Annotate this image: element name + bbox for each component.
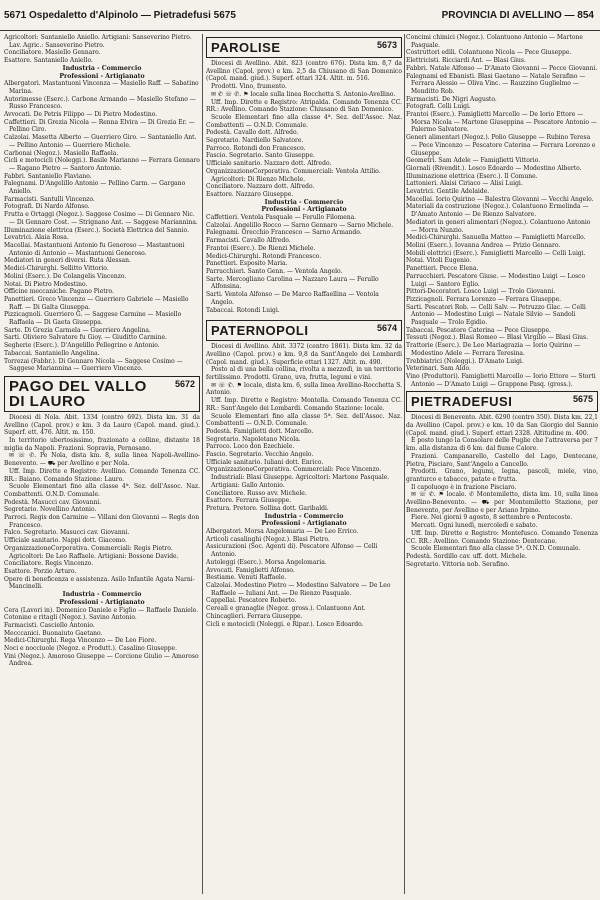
directory-entry: Calzolai. Modestino Pietro — Modestino Salvatore — De Leo Raffaele — Iuliani Ant. — De Rienzo Pasquale. <box>206 582 391 597</box>
directory-entry: Cera (Lavori in). Domenico Daniele e Figlio — Raffaele Daniele. <box>4 606 199 614</box>
place-description: Diocesi di Avellino. Abit. 823 (centro 676). Dista km. 8,7 da Avellino (Capol. prov.) e km. 2,5 da Chiusano di San Domenico (Capol. mand. giud.). Superf. ettari 324. Altit. m. 516. <box>206 60 402 83</box>
directory-entry: Sarti. Pescatori Rob. — Celli Salv. — Petruzzo Glac. — Celli Antonio — Modestino Luigi — Natale Silvio — Sandoli Pasquale — Trolo Egidio. <box>406 303 586 327</box>
directory-entry: Tabaccai. Rotondi Luigi. <box>206 306 280 314</box>
directory-entry: Falegnami. D'Angelillo Antonio — Pellino Carm. — Gargano Aniello. <box>4 180 186 196</box>
place-description: Mercati. Ogni lunedì, mercoledì e sabato. <box>411 522 538 530</box>
directory-entry: Costruttori edili. Colantuono Nicola — Pece Giuseppe. <box>406 49 572 57</box>
directory-entry: OrganizzazioneCorporativa. Commerciali: Ventola Attilio. Agricoltori: Di Rienzo Michele. <box>206 167 381 183</box>
directory-entry: Torrezai (Fabbr.). Di Gennaro Nicola — Saggese Cosimo — Saggese Mariannina — Guerriero Vincenzo. <box>4 357 183 373</box>
directory-entry: Segherie (Eserc.). D'Angelillo Pellegrino e Antonio. <box>4 342 160 350</box>
directory-entry: Medici-Chirurghi. Rotondi Francesco. <box>206 252 322 260</box>
place-description: Prodotti. Grano, legumi, legna, pascoli, miele, vino, granturco e tabacco, patate e frutta. <box>406 468 598 483</box>
directory-entry: Mediatori in generi alimentari (Negoz.). Colantuono Antonio — Morra Nunzio. <box>406 218 591 234</box>
directory-entry: Bestiame. Venuti Raffaele. <box>206 574 287 582</box>
directory-entry: Mecccanici. Buonaiuto Gaetano. <box>4 629 103 637</box>
place-number: 5672 <box>174 378 195 389</box>
directory-entry: Medici-Chirurghi. Sellitto Vittorio. <box>4 265 109 273</box>
directory-entry: Falco. Segretario. Masucci cav. Giovanni. <box>4 529 130 537</box>
directory-entry: Trebbiatrici (Noleggi.). D'Amato Luigi. <box>406 357 524 365</box>
directory-entry: Panettieri. Pecce Elena. <box>406 265 479 273</box>
place-description: Scuole Elementari fino alla classe 4ª. Sez. dell'Assoc. Naz. Combattenti. O.N.D. Comunale. <box>4 483 200 498</box>
place-description: Fiere. Nei giorni 9 agosto, 8 settembre e Pentecoste. <box>411 514 573 522</box>
section-heading: Industria - Commercio <box>264 198 344 206</box>
directory-entry: Podestà. Masucci cav. Giovanni. <box>4 498 102 506</box>
directory-entry: Pizzicagnoli. Guerriero G. — Saggese Carmine — Masiello Raffaela — Di Gaeta Giuseppa. <box>4 311 182 327</box>
directory-entry: Esattore. Santaniello Aniello. <box>4 57 93 65</box>
place-description: Diocesi di Avellino. Abit. 3372 (centro 1861). Dista km. 32 da Avellino (Capol. prov.) e km. 9,8 da Sant'Angelo dei Lombardi (Capol. mand. giud.). Superficie ettari 1327. Altit. m. 490. <box>206 343 402 366</box>
directory-entry: Segretario. Nardiello Salvatore. <box>206 137 304 145</box>
directory-entry: Fotografi. Di Nardo Alfonso. <box>4 203 90 211</box>
directory-entry: Calzolai. Angelillo Rocco — Sarno Gennaro — Sarno Michele. <box>206 221 394 229</box>
directory-entry: Officine meccaniche. Pagano Pietro. <box>4 288 114 296</box>
directory-entry: Noci e nocciuole (Negoz. e Produtt.). Casalino Giuseppe. <box>4 645 178 653</box>
place-description: Uff. Imp. Dirette e Registro: Atripalda. Comando Tenenza CC. RR.: Avellino. Comando Stazione: Chiusano di San Domenico. <box>206 98 402 114</box>
directory-entry: Geometri. Sam Adele — Famiglietti Vittorio. <box>406 157 541 165</box>
directory-entry: Tessuti (Negoz.). Blasi Romeo — Blasi Virgilio — Blasi Gius. <box>406 334 588 342</box>
directory-entry: Parrucchieri. Santo Genn. — Ventola Angelo. <box>206 267 343 275</box>
directory-entry: Albergatori. Mastantuoni Vincenza — Masiello Raff. — Sabatino Marina. <box>4 80 199 95</box>
directory-entry: Mediatori in generi diversi. Ruta Alessan. <box>4 257 131 265</box>
section-heading: Industria - Commercio <box>62 591 142 599</box>
directory-entry: Levatrici. Gentile Adelaide. <box>406 188 490 196</box>
place-description: Il capoluogo è in frazione Pisciaro. <box>411 483 517 491</box>
directory-entry: Conciliatore. Masiello Gennaro. <box>4 49 101 57</box>
directory-entry: Caffettieri. Ventola Pasquale — Ferullo Filomena. <box>206 214 357 222</box>
section-heading: Industria - Commercio <box>62 64 142 72</box>
directory-entry: Pizzicagnoli. Ferrara Lorenzo — Ferrara Giuseppe. <box>406 295 562 303</box>
directory-entry: Conciliatore. Russo avv. Michele. <box>206 489 307 497</box>
directory-entry: Sarte. Di Grezia Carmela — Guerriero Angelina. <box>4 326 151 334</box>
directory-entry: Segretario. Napoletano Nicola. <box>206 435 301 443</box>
place-number: 5673 <box>376 40 397 50</box>
directory-entry: Cicli e motocicli (Noleggi. e Ripar.). Losco Edoardo. <box>206 620 364 628</box>
place-number: 5674 <box>376 323 397 334</box>
directory-entry: Calzolai. Masetta Alberto — Guerriero Giro. — Santaniello Ant. — Pellino Antonio — Guerriero Michele. <box>4 134 197 149</box>
directory-entry: Falegnami. Orecchio Francesco — Sarno Armando. <box>206 229 362 237</box>
place-description: Prodotti. Vino, frumento. <box>211 83 287 91</box>
directory-entry: Avvocati. Famiglietti Alfonso. <box>206 566 295 574</box>
directory-entry: Sarte. Mercogliano Carolina — Nazzaro Laura — Ferullo Alfonsina. <box>206 275 379 291</box>
column-divider <box>404 34 405 894</box>
directory-entry: Levatrici. Alaia Rosa. <box>4 234 69 242</box>
directory-entry: Esattore. Porzio Arturo. <box>4 568 77 575</box>
directory-entry: Ufficiale sanitario. Iuliani dott. Enrico. <box>206 458 324 466</box>
place-name: DI LAURO <box>9 392 86 410</box>
directory-entry: Podestà. Famiglietti dott. Marcello. <box>206 427 314 435</box>
directory-entry: Panettieri. Esposito Maria. <box>206 260 288 268</box>
directory-entry: Sarti. Oliviero Salvatore fu Gioy. — Giuditto Carmine. <box>4 334 167 342</box>
directory-entry: Vino (Produttori). Famiglietti Marcello — Iorio Ettore — Storti Antonio — D'Amato Luigi — Grappone Pasq. (gross.). <box>406 372 596 388</box>
section-heading: Professioni - Artigianato <box>261 206 347 214</box>
directory-entry: Macellai. Iorio Quirino — Balestra Giovanni — Vecchi Angelo. <box>406 195 594 203</box>
place-description: In territorio ubertosissimo, frazionato a colline, distante 18 miglia da Napoli. Frazioni. Sopravia, Pernosano. <box>4 437 200 452</box>
directory-entry: Esattore. Nazzaro Giuseppe. <box>206 190 294 198</box>
directory-entry: OrganizzazioneCorporativa. Commerciali: Regis Pietro. Agricoltori: De Leo Raffaele. Artigiani: Bossone Davide. <box>4 544 179 560</box>
directory-entry: Vini (Negoz.). Amoroso Giuseppe — Corcione Giulio — Amoroso Andrea. <box>4 652 199 668</box>
directory-entry: Podestà. Cavallo dott. Alfredo. <box>206 129 299 137</box>
directory-entry: Assicurazioni (Soc. Agenti di). Pescatore Alfonso — Celli Antonio. <box>206 543 378 559</box>
directory-entry: Notai. Di Pietro Modestino. <box>4 280 88 288</box>
place-heading-paternopoli <box>206 320 402 341</box>
directory-entry: Pittori-Decoratori. Losco Luigi — Trolo Giovanni. <box>406 288 556 296</box>
directory-entry: Generi alimentari (Negoz.). Polio Giuseppe — Rubino Teresa — Pece Vincenzo — Pescatore Caterina — Ferrara Lorenzo e Giuseppe. <box>406 134 596 157</box>
directory-entry: Parrucchieri. Pescatore Giuse. — Modestino Luigi — Losco Luigi — Santoro Eglio. <box>406 272 586 288</box>
directory-entry: Articoli casalinghi (Negoz.). Blasi Pietro. <box>206 535 330 543</box>
directory-entry: Ufficiale sanitario. Nappi dott. Giacomo. <box>4 537 127 545</box>
directory-entry: Agricoltori: Santaniello Aniello. Artigiani: Sanseverino Pietro. Lav. Agric.: Sanseverino Pietro. <box>4 34 192 49</box>
header-right-title: PROVINCIA DI AVELLINO — 854 <box>441 10 594 21</box>
place-description: Uff. Imp. Dirette e Registro: Montella. Comando Tenenza CC. RR.: Sant'Angelo dei Lombardi. Comando Stazione: locale. <box>206 397 402 412</box>
place-name: PIETRADEFUSI <box>411 394 513 410</box>
directory-entry: Falegnami ed Ebanisti. Blasi Gaetano — Natale Serafino — Ferrara Alessio — Oliva Vinc. — Rauzzino Guglielmo — Menditto Rob. <box>406 72 586 95</box>
directory-entry: Sarti. Ventola Alfonso — De Marco Raffaellina — Ventola Angelo. <box>206 291 379 306</box>
place-description: Scuole Elementari fino alla classe 5ª. Sez. dell'Assoc. Naz. Combattenti — O.N.D. Comunale. <box>206 412 402 428</box>
directory-entry: Molini (Eserc.). De Colangelis Vincenzo. <box>4 272 127 280</box>
column-3 <box>406 34 598 896</box>
section-heading: Industria - Commercio <box>264 512 344 520</box>
section-heading: Professioni - Artigianato <box>261 520 347 528</box>
place-number: 5675 <box>572 394 593 405</box>
place-heading-pago-del-vallo <box>4 376 200 412</box>
directory-entry: Fascio. Segretario. Santo Giuseppe. <box>206 152 315 160</box>
place-description: Uff. Imp. Dirette e Registro: Avellino. Comando Tenenza CC. RR.: Baiano. Comando Stazione: Lauro. <box>4 467 200 483</box>
directory-entry: Tabaccai. Santaniello Angelina. <box>4 349 100 357</box>
directory-entry: Albergatori. Morsa Angelomaria — De Leo Errico. <box>206 528 359 536</box>
directory-entry: Illuminazione elettrica (Eserc.). Il Comune. <box>406 172 538 180</box>
directory-entry: Ufficiale sanitario. Nazzaro dott. Alfredo. <box>206 160 332 168</box>
place-description: ✉ ☏ ✆. Pe Nola, dista km. 8, sulla linea Napoli-Avellino-Benevento. — ⛟ per Avellino e per Nola. <box>4 452 200 468</box>
directory-entry: Frantoi (Eserc.). De Rienzi Michele. <box>206 244 316 252</box>
directory-entry: Podestà. Sordillo cav. uff. dott. Michele. <box>406 553 527 560</box>
directory-entry: Cotonine e ritagli (Negoz.). Savino Antonio. <box>4 614 137 622</box>
directory-entry: Farmacisti. De Nigri Augusto. <box>406 95 497 103</box>
section-heading: Professioni - Artigianato <box>59 72 145 80</box>
place-description: Diocesi di Benevento. Abit. 6290 (centro 350). Dista km. 22,1 da Avellino (Capol. prov.) e km. 10 da San Giorgio del Sannio (Capol. mand. giud.). Superf. ettari 2328. Altitudine m. 400. <box>406 414 598 437</box>
directory-entry: Parroci. Regis don Carmine — Villani don Giovanni — Regis don Francesco. <box>4 514 200 529</box>
column-1 <box>4 34 200 896</box>
directory-entry: OrganizzazioneCorporativa. Commerciali: Pece Vincenzo. Industriali: Blasi Giuseppe. Agricoltori: Martone Pasquale. Artigiani: Gallo Antonio. <box>206 466 390 489</box>
place-description: Diocesi di Nola. Abit. 1334 (centro 692). Dista km. 31 da Avellino (Capol. prov.) e km. 3 da Lauro (Capol. mand. giud.). Superf. ett. 476. Altit. m. 150. <box>4 413 200 437</box>
place-description: Scuole Elementari fino alla classe 4ª. Sez. dell'Assoc. Naz. Combattenti — O.N.D. Comunale. <box>206 113 402 129</box>
place-name: PATERNOPOLI <box>211 323 309 339</box>
directory-entry: Veterinari. Sam Aldo. <box>406 365 471 373</box>
directory-entry: Illuminazione elettrica (Eserc.). Società Elettrica del Sannio. <box>4 226 189 234</box>
directory-entry: Elettricisti. Ricciardi Ant. — Blasi Gius. <box>406 57 526 65</box>
column-divider <box>202 34 203 894</box>
directory-entry: Fascio. Segretario. Vecchio Angelo. <box>206 451 314 459</box>
directory-entry: Avvocati. De Petris Filippo — Di Pietro Modestino. <box>4 111 158 119</box>
directory-entry: Fotografi. Celli Luigi. <box>406 103 471 111</box>
directory-entry: Fabbri. Santaniello Flaviano. <box>4 172 92 180</box>
directory-entry: Farmacisti. Cavallo Alfredo. <box>206 237 291 245</box>
directory-entry: Opere di beneficenza e assistenza. Asilo Infantile Agata Narni-Mancinelli. <box>4 575 195 591</box>
directory-entry: Macellai. Mastantuoni Antonio fu Generoso — Mastantuoni Antonio di Antonio — Mastantuoni Generoso. <box>4 241 185 257</box>
directory-entry: Frutta e Ortaggi (Negoz.). Saggese Cosimo — Di Gennaro Nic. — Di Gennaro Cost. — Strignano Ant. — Saggese Mariannina. <box>4 211 198 226</box>
directory-entry: Pretura. Pretore. Sollina dott. Garibaldi. <box>206 504 329 512</box>
page-header <box>0 0 600 31</box>
directory-entry: Fabbri. Natale Alfonso — D'Amato Giovanni — Pecce Giovanni. <box>406 64 598 72</box>
place-name: PAGO DEL VALLO <box>9 377 147 395</box>
directory-entry: Carbonai (Negoz.). Masiello Raffaela. <box>4 149 119 157</box>
directory-entry: Panettieri. Greco Vincenzo — Guerriero Gabriele — Masiello Raff. — Di Galta Giuseppa. <box>4 295 189 311</box>
directory-entry: Medici-Chirurghi. Rega Vincenzo — De Leo Fiore. <box>4 637 157 645</box>
place-description: Scuole Elementari fino alla classe 5ª. O.N.D. Comunale. <box>411 545 581 553</box>
directory-entry: Materiali da costruzione (Negoz.). Colantuono Ermelinda — D'Amato Antonio — De Rienzo Salvatore. <box>406 203 589 219</box>
directory-entry: Medici-Chirurghi. Sanuella Matteo — Famiglietti Marcello. <box>406 234 586 242</box>
directory-entry: Parroco. Loco don Ezechiele. <box>206 443 295 451</box>
directory-entry: Cicli e motocicli (Noleggi.). Basile Marianno — Ferrara Gennaro — Ragano Pietro — Santoro Antonio. <box>4 157 200 172</box>
directory-entry: Segretario. Vittoria nob. Serafino. <box>406 560 510 568</box>
directory-entry: Tabaccai. Pescatore Caterina — Pece Giuseppe. <box>406 326 551 334</box>
directory-entry: Esattore. Ferrara Giuseppe. <box>206 497 292 505</box>
directory-entry: Frantoi (Eserc.). Famiglietti Marcello — De Iorio Ettore — Morsa Nicola — Martone Giuseppina — Pescatore Antonio — Palermo Salvatore. <box>406 111 597 134</box>
directory-entry: Farmacisti. Casciello Antonio. <box>4 621 95 629</box>
place-name: PAROLISE <box>211 40 281 55</box>
directory-entry: Giornali (Rivendit.). Losco Edoardo — Modestino Alberto. <box>406 164 582 172</box>
directory-entry: Parroco. Rotondi don Francesco. <box>206 144 306 152</box>
place-heading-pietradefusi <box>406 391 598 412</box>
place-description: ✉ ☏ ✆. ⚑ locale. ✆ Montemiletto, dista km. 10, sulla linea Avellino-Benevento. — ⛟ per Montemiletto Stazione, per Benevento, per Avellino e per Ariano Irpino. <box>406 491 598 514</box>
directory-entry: Conciliatore. Regis Vincenzo. <box>4 560 94 568</box>
directory-entry: Caffettieri. Di Grezia Nicola — Renna Elvira — Di Grezia Er. — Pellino Ciro. <box>4 118 195 134</box>
directory-entry: Cereali e granaglie (Negoz. gross.). Colantuono Ant. <box>206 605 366 613</box>
place-heading-parolise <box>206 37 402 58</box>
directory-entry: Lattonieri. Alaisi Ciriaco — Alisi Luigi. <box>406 180 523 188</box>
directory-entry: Trattorie (Eserc.). De Leo Mariagrazia — Iorio Quirino — Modestino Adele — Ferrara Teresina. <box>406 342 581 357</box>
directory-entry: Autorimesse (Eserc.). Carbone Armando — Masiello Stefano — Russo Francesco. <box>4 95 196 111</box>
section-heading: Professioni - Artigianato <box>59 598 145 606</box>
place-description: È posto lungo la Consolare delle Puglie che l'attraversa per 7 km. alla distanza di 6 km. dal fiume Calore. <box>406 437 598 453</box>
directory-entry: Conciliatore. Nazzaro dott. Alfredo. <box>206 183 315 191</box>
directory-entry: Farmacisti. Santulli Vincenzo. <box>4 195 95 203</box>
place-description: Posto al di una bella collina, rivolta a mezzodì, in un territorio fertilissimo. Prodotti. Grano, uva, frutta, legumi e vini. <box>206 366 402 382</box>
header-left-title: 5671 Ospedaletto d'Alpinolo — Pietradefusi 5675 <box>4 10 236 21</box>
directory-entry: Molini (Eserc.). Iovanna Andrea — Prizio Gennaro. <box>406 241 561 249</box>
place-description: ✉ ✆ ☏ ✆. ⚑ locale sulla linea Rocchetta S. Antonio-Avellino. <box>211 90 396 98</box>
directory-entry: Cappellai. Pescatore Roberto. <box>206 597 297 605</box>
directory-entry: Concimi chimici (Negoz.). Colantuono Antonio — Martone Pasquale. <box>406 34 583 49</box>
place-description: Frazioni. Campanarello, Castello del Lago, Dentecane, Pietra, Pisciaro, Sant'Angelo a Cancello. <box>406 452 598 468</box>
directory-entry: Chincaglieri. Ferrara Giuseppe. <box>206 612 303 620</box>
directory-entry: Autoleggi (Eserc.). Morsa Angelomaria. <box>206 558 327 566</box>
directory-entry: Segretario. Novellino Antonio. <box>4 506 97 514</box>
place-description: ✉ ☏ ✆. ⚑ locale, dista km. 6, sulla linea Avellino-Rocchetta S. Antonio. <box>206 381 402 397</box>
place-description: Uff. Imp. Dirette e Registro: Montefusco. Comando Tenenza CC. RR.: Avellino. Comando Stazione: Dentecane. <box>406 529 598 545</box>
column-2 <box>206 34 402 896</box>
directory-entry: Notai. Vitoli Eugenio. <box>406 257 472 265</box>
directory-entry: Mobili elettrici (Eserc.). Famiglietti Marcello — Celli Luigi. <box>406 249 586 257</box>
